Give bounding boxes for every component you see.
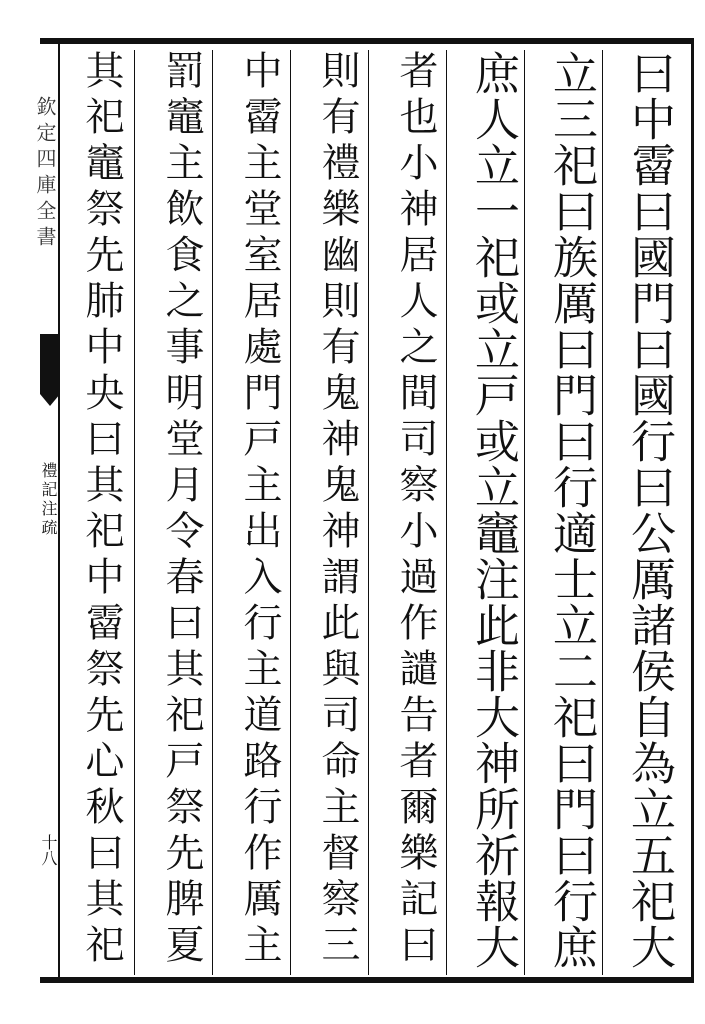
margin-strip <box>33 44 60 977</box>
margin-side-text: 欽定四庫全書 <box>33 96 57 252</box>
page-number: 十八 <box>39 834 58 866</box>
text-column-7: 罰竈主飲食之事明堂月令春曰其祀戸祭先脾夏 <box>159 50 204 970</box>
book-title: 禮記注疏 <box>39 462 58 538</box>
text-column-8: 其祀竈祭先肺中央曰其祀中霤祭先心秋曰其祀 <box>79 50 124 970</box>
text-column-3: 庶人立一祀或立戸或立竈注此非大神所祈報大 <box>467 50 520 970</box>
text-column-4: 者也小神居人之間司察小過作譴告者爾樂記曰 <box>393 50 438 970</box>
text-column-1: 曰中霤曰國門曰國行曰公厲諸侯自為立五祀大 <box>623 50 676 970</box>
text-column-2: 立三祀曰族厲曰門曰行適士立二祀曰門曰行庶 <box>545 50 598 970</box>
text-column-5: 則有禮樂幽則有鬼神鬼神謂此與司命主督察三 <box>315 50 360 970</box>
text-column-6: 中霤主堂室居處門戸主出入行主道路行作厲主 <box>237 50 282 970</box>
text-columns <box>62 50 692 975</box>
fish-tail-mark <box>40 334 60 394</box>
